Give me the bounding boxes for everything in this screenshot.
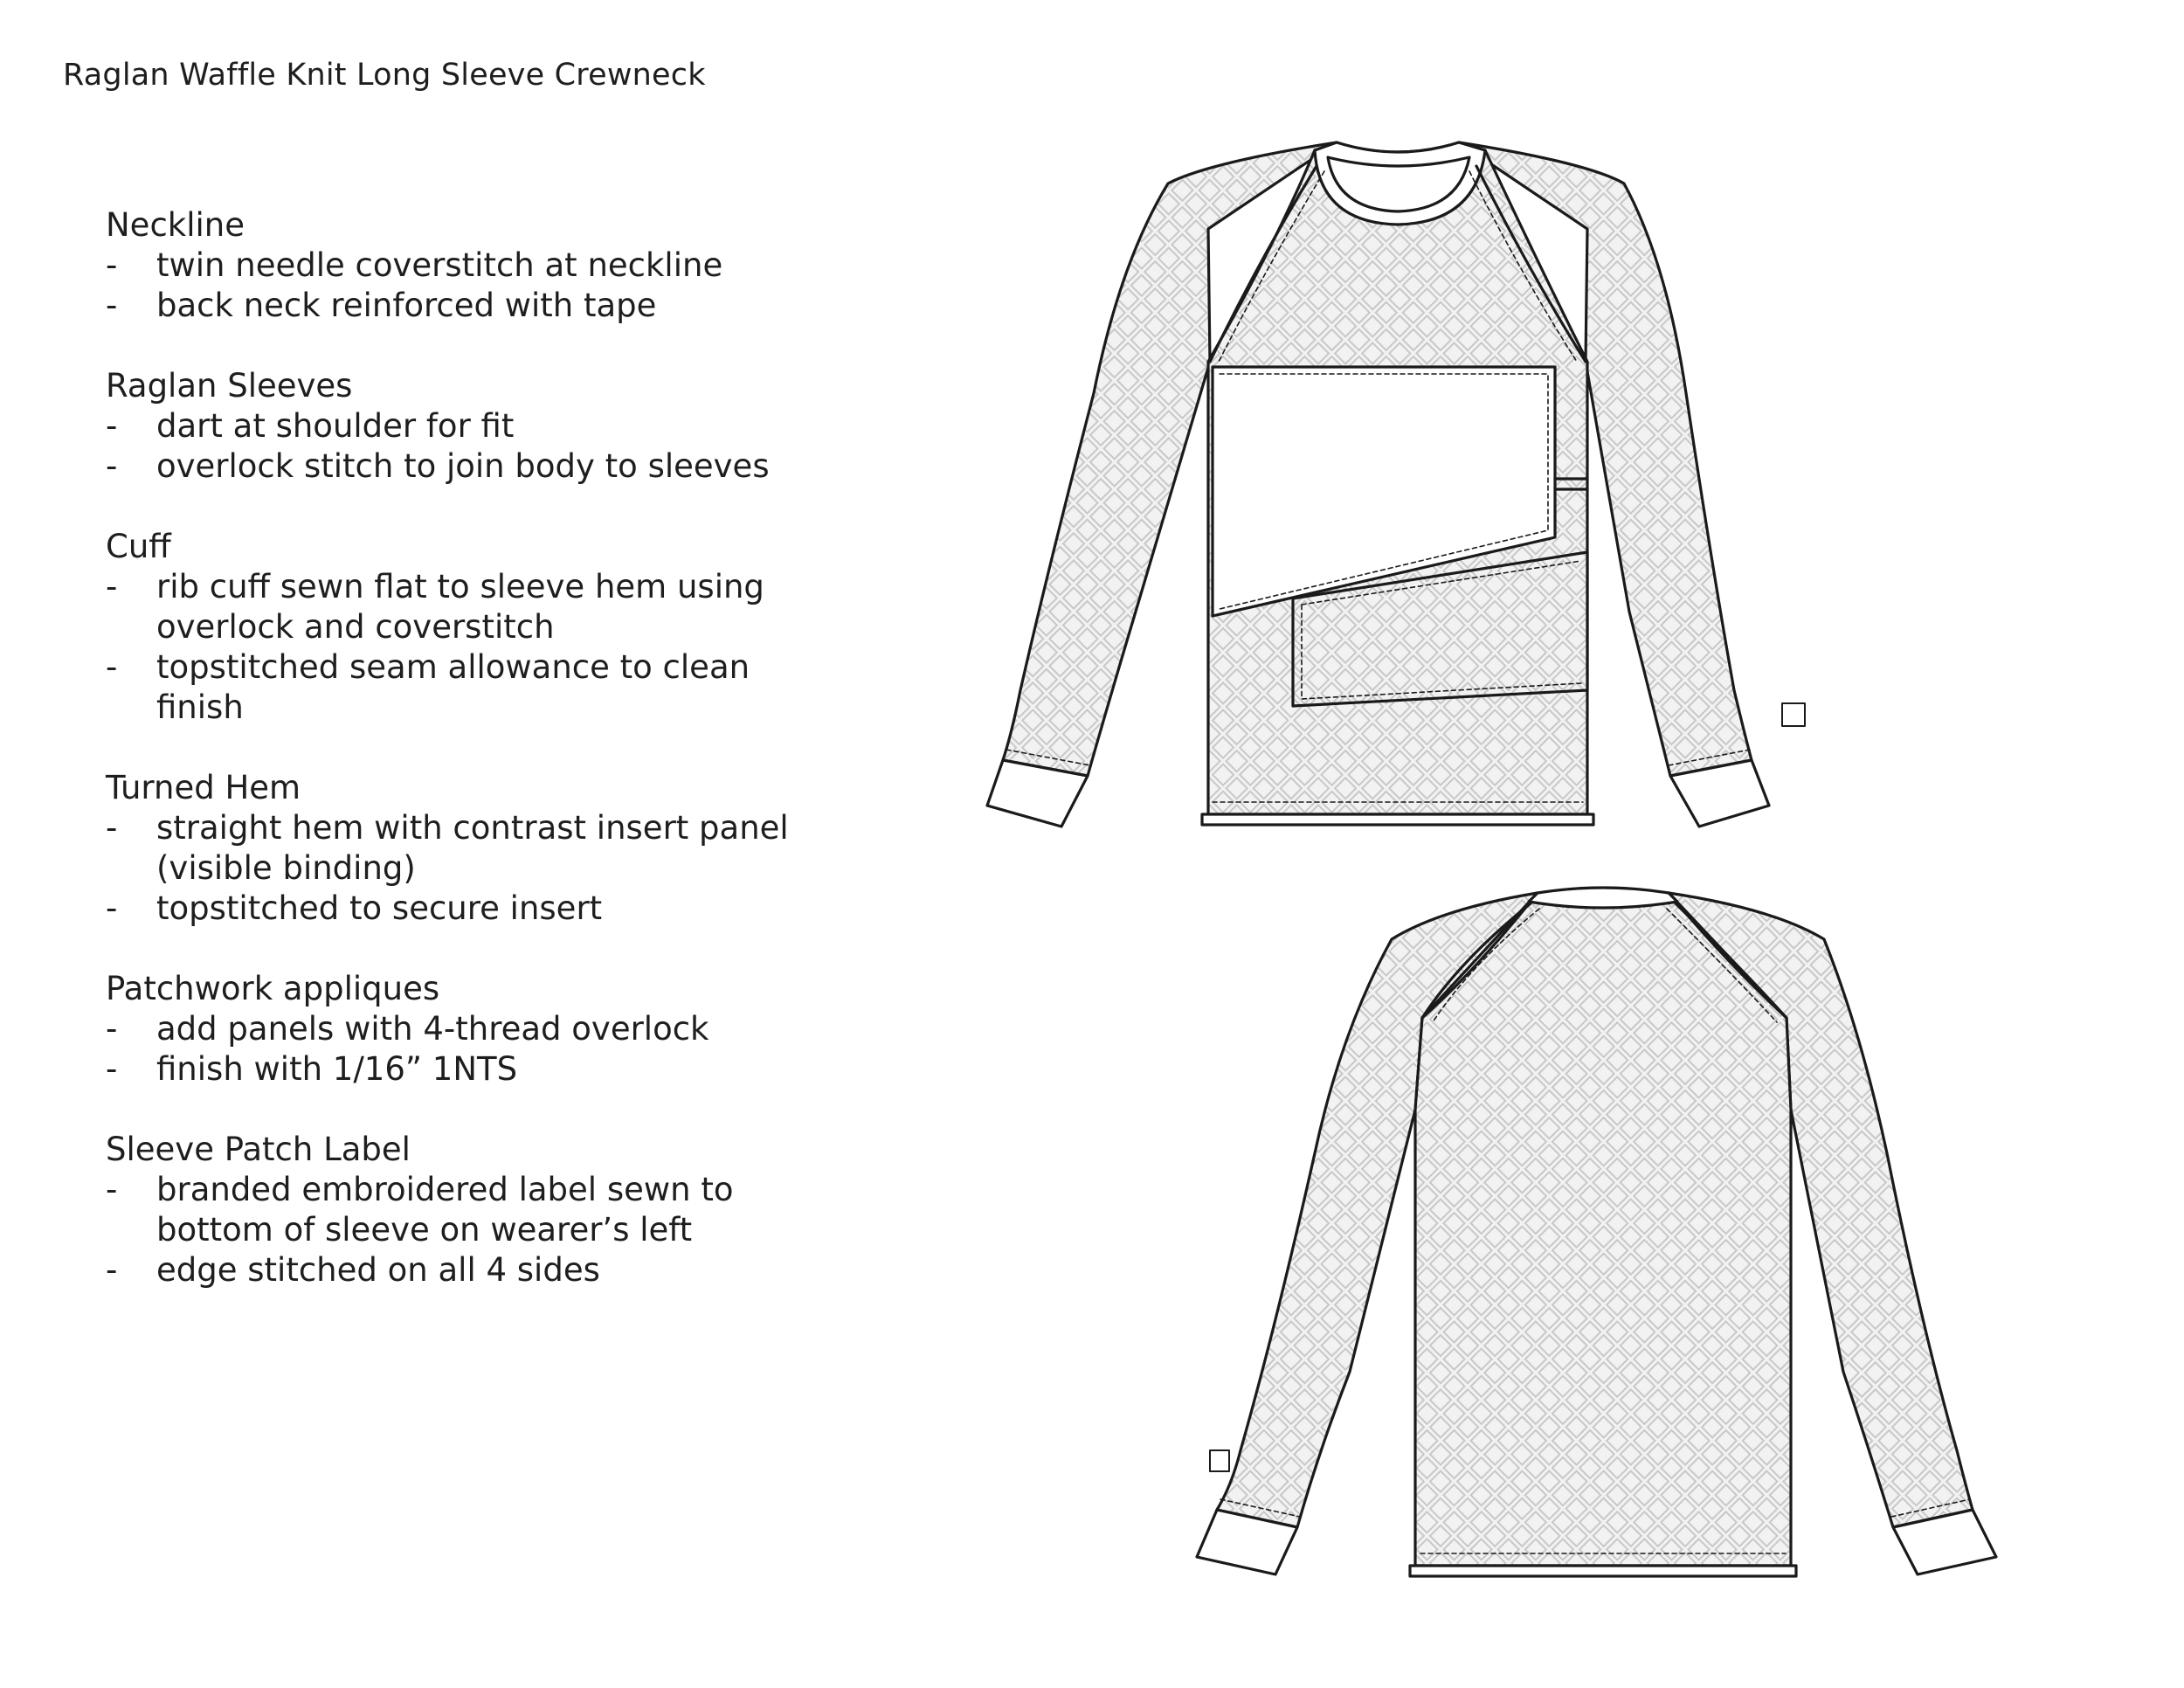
bullet-text: back neck reinforced with tape: [156, 287, 657, 324]
front-hem-band: [1202, 814, 1593, 825]
front-view: [987, 142, 1805, 827]
bullet-marker: -: [106, 1251, 118, 1289]
bullet-text: topstitched to secure insert: [156, 889, 603, 927]
section-heading: Turned Hem: [106, 769, 301, 806]
back-hem-band: [1410, 1566, 1796, 1576]
bullet-marker: -: [106, 1050, 118, 1088]
bullet-marker: -: [106, 1171, 118, 1208]
section-heading: Cuff: [106, 528, 171, 565]
bullet-text: dart at shoulder for fit: [156, 407, 515, 445]
bullet-text: rib cuff sewn flat to sleeve hem using overlock and coverstitch: [156, 568, 764, 646]
section-heading: Sleeve Patch Label: [106, 1131, 411, 1168]
bullet-marker: -: [106, 287, 118, 324]
bullet-text: branded embroidered label sewn to bottom of sleeve on wearer’s left: [156, 1171, 734, 1249]
back-view: [1197, 888, 1996, 1576]
back-neckband: [1529, 888, 1677, 908]
section-heading: Patchwork appliques: [106, 970, 440, 1007]
bullet-text: straight hem with contrast insert panel (visible binding): [156, 809, 789, 887]
bullet-marker: -: [106, 809, 118, 847]
back-body: [1415, 893, 1791, 1566]
bullet-marker: -: [106, 568, 118, 605]
back-sleeve-patch-label: [1210, 1450, 1229, 1471]
sleeve-patch-label: [1782, 703, 1805, 726]
bullet-text: overlock stitch to join body to sleeves: [156, 447, 770, 485]
bullet-marker: -: [106, 407, 118, 445]
bullet-text: twin needle coverstitch at neckline: [156, 246, 723, 284]
bullet-text: edge stitched on all 4 sides: [156, 1251, 600, 1289]
section-heading: Neckline: [106, 206, 245, 244]
bullet-marker: -: [106, 648, 118, 686]
bullet-marker: -: [106, 889, 118, 927]
bullet-marker: -: [106, 1010, 118, 1048]
section-heading: Raglan Sleeves: [106, 367, 353, 405]
bullet-text: finish with 1/16” 1NTS: [156, 1050, 518, 1088]
bullet-marker: -: [106, 447, 118, 485]
bullet-marker: -: [106, 246, 118, 284]
page-title: Raglan Waffle Knit Long Sleeve Crewneck: [63, 58, 706, 93]
bullet-text: topstitched seam allowance to clean finish: [156, 648, 750, 726]
bullet-text: add panels with 4-thread overlock: [156, 1010, 709, 1048]
